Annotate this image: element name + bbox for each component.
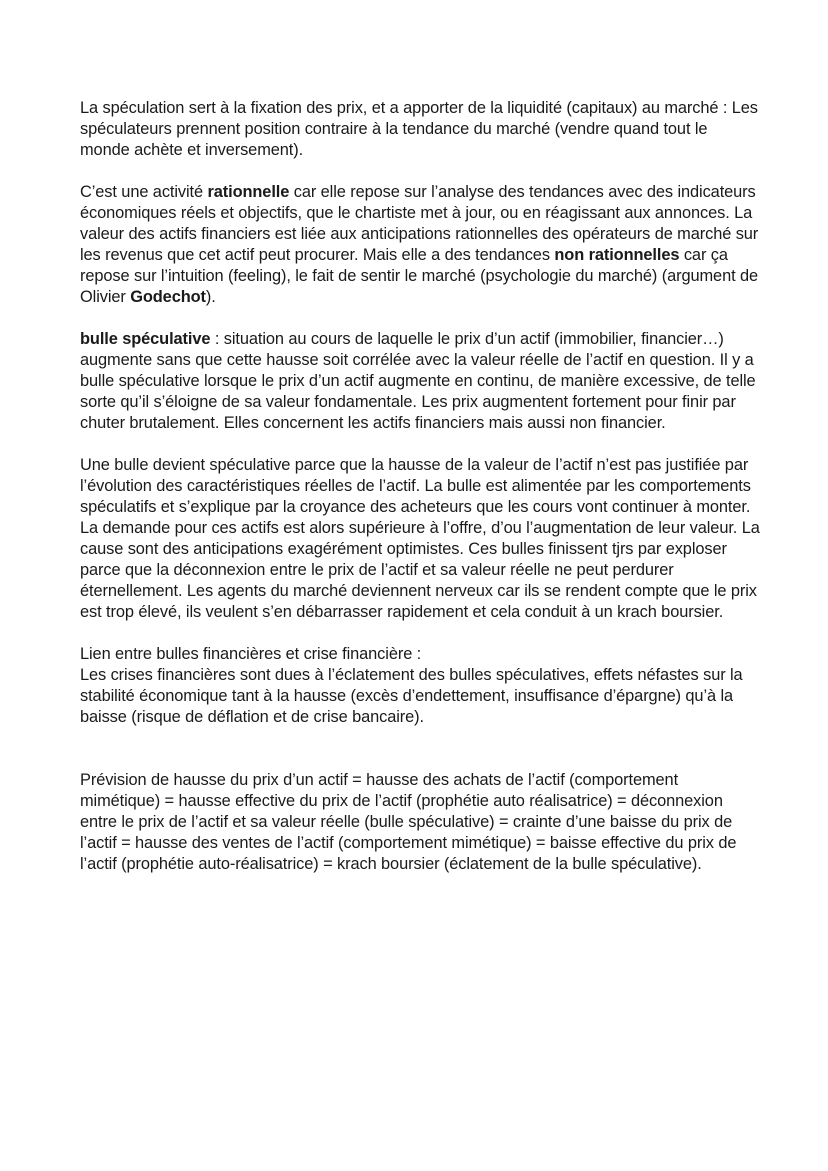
paragraph-gap (80, 728, 760, 770)
paragraph-bubble-definition (80, 329, 760, 434)
paragraph-speculation-role: La spéculation sert à la fixation des prix, et a apporter de la liquidité (capitaux) au marché : Les spéculateurs prennent position contraire à la tendance du marché (vendre quand tout le monde achète et inversement). (80, 99, 758, 159)
bold-term-rationnelle: rationnelle (207, 183, 290, 201)
text-run: C’est une activité (80, 183, 208, 201)
paragraph-bubble-mechanism: Une bulle devient spéculative parce que la hausse de la valeur de l’actif n’est pas justifiée par l’évolution des caractéristiques réelles de l’actif. La bulle est alimentée par les comportements spéculatifs et s’explique par la croyance des acheteurs que les cours vont continuer à monter. La demande pour ces actifs est alors supérieure à l’offre, d’ou l’augmentation de leur valeur. La cause sont des anticipations exagérément optimistes. Ces bulles finissent tjrs par exploser parce que la déconnexion entre le prix de l’actif et sa valeur réelle ne peut perdurer éternellement. Les agents du marché deviennent nerveux car ils se rendent compte que le prix est trop élevé, ils veulent s’en débarrasser rapidement et cela conduit à un krach boursier. (80, 456, 760, 621)
bold-term-godechot: Godechot (130, 288, 206, 306)
bold-term-bulle-speculative: bulle spéculative (80, 330, 211, 348)
bold-term-non-rationnelles: non rationnelles (554, 246, 680, 264)
paragraph-gap (80, 161, 760, 182)
text-run: : situation au cours de laquelle le prix d’un actif (immobilier, financier…) augmente sans que cette hausse soit corrélée avec la valeur réelle de l’actif en question. Il y a bulle spéculative lorsque le prix d’un actif augmente en continu, de manière excessive, de telle sorte qu’il s’éloigne de sa valeur fondamentale. Les prix augmentent fortement pour finir par chuter brutalement. Elles concernent les actifs financiers mais aussi non financier. (80, 330, 756, 432)
paragraph-gap (80, 308, 760, 329)
paragraph-rationality (80, 182, 760, 308)
paragraph-crisis-body: Les crises financières sont dues à l’éclatement des bulles spéculatives, effets néfastes sur la stabilité économique tant à la hausse (excès d’endettement, insuffisance d’épargne) qu’à la baisse (risque de déflation et de crise bancaire). (80, 666, 743, 726)
paragraph-gap (80, 434, 760, 455)
text-run: car elle repose sur l’analyse des tendances avec des indicateurs économiques réels et objectifs, que le chartiste met à jour, ou en réagissant aux annonces. La valeur des actifs financiers est liée aux anticipations rationnelles des opérateurs de marché sur les revenus que cet actif peut procurer. Mais elle a des tendances (80, 183, 759, 264)
paragraph-crisis-heading: Lien entre bulles financières et crise financière : (80, 645, 422, 663)
paragraph-gap (80, 623, 760, 644)
paragraph-causal-chain: Prévision de hausse du prix d’un actif = hausse des achats de l’actif (comportement mimétique) = hausse effective du prix de l’actif (prophétie auto réalisatrice) = déconnexion entre le prix de l’actif et sa valeur réelle (bulle spéculative) = crainte d’une baisse du prix de l’actif = hausse des ventes de l’actif (comportement mimétique) = baisse effective du prix de l’actif (prophétie auto-réalisatrice) = krach boursier (éclatement de la bulle spéculative). (80, 771, 737, 873)
text-run: ). (205, 288, 216, 306)
document-body (80, 98, 760, 875)
text-run: car ça repose sur l’intuition (feeling), le fait de sentir le marché (psychologie du marché) (argument de Olivier (80, 246, 759, 306)
